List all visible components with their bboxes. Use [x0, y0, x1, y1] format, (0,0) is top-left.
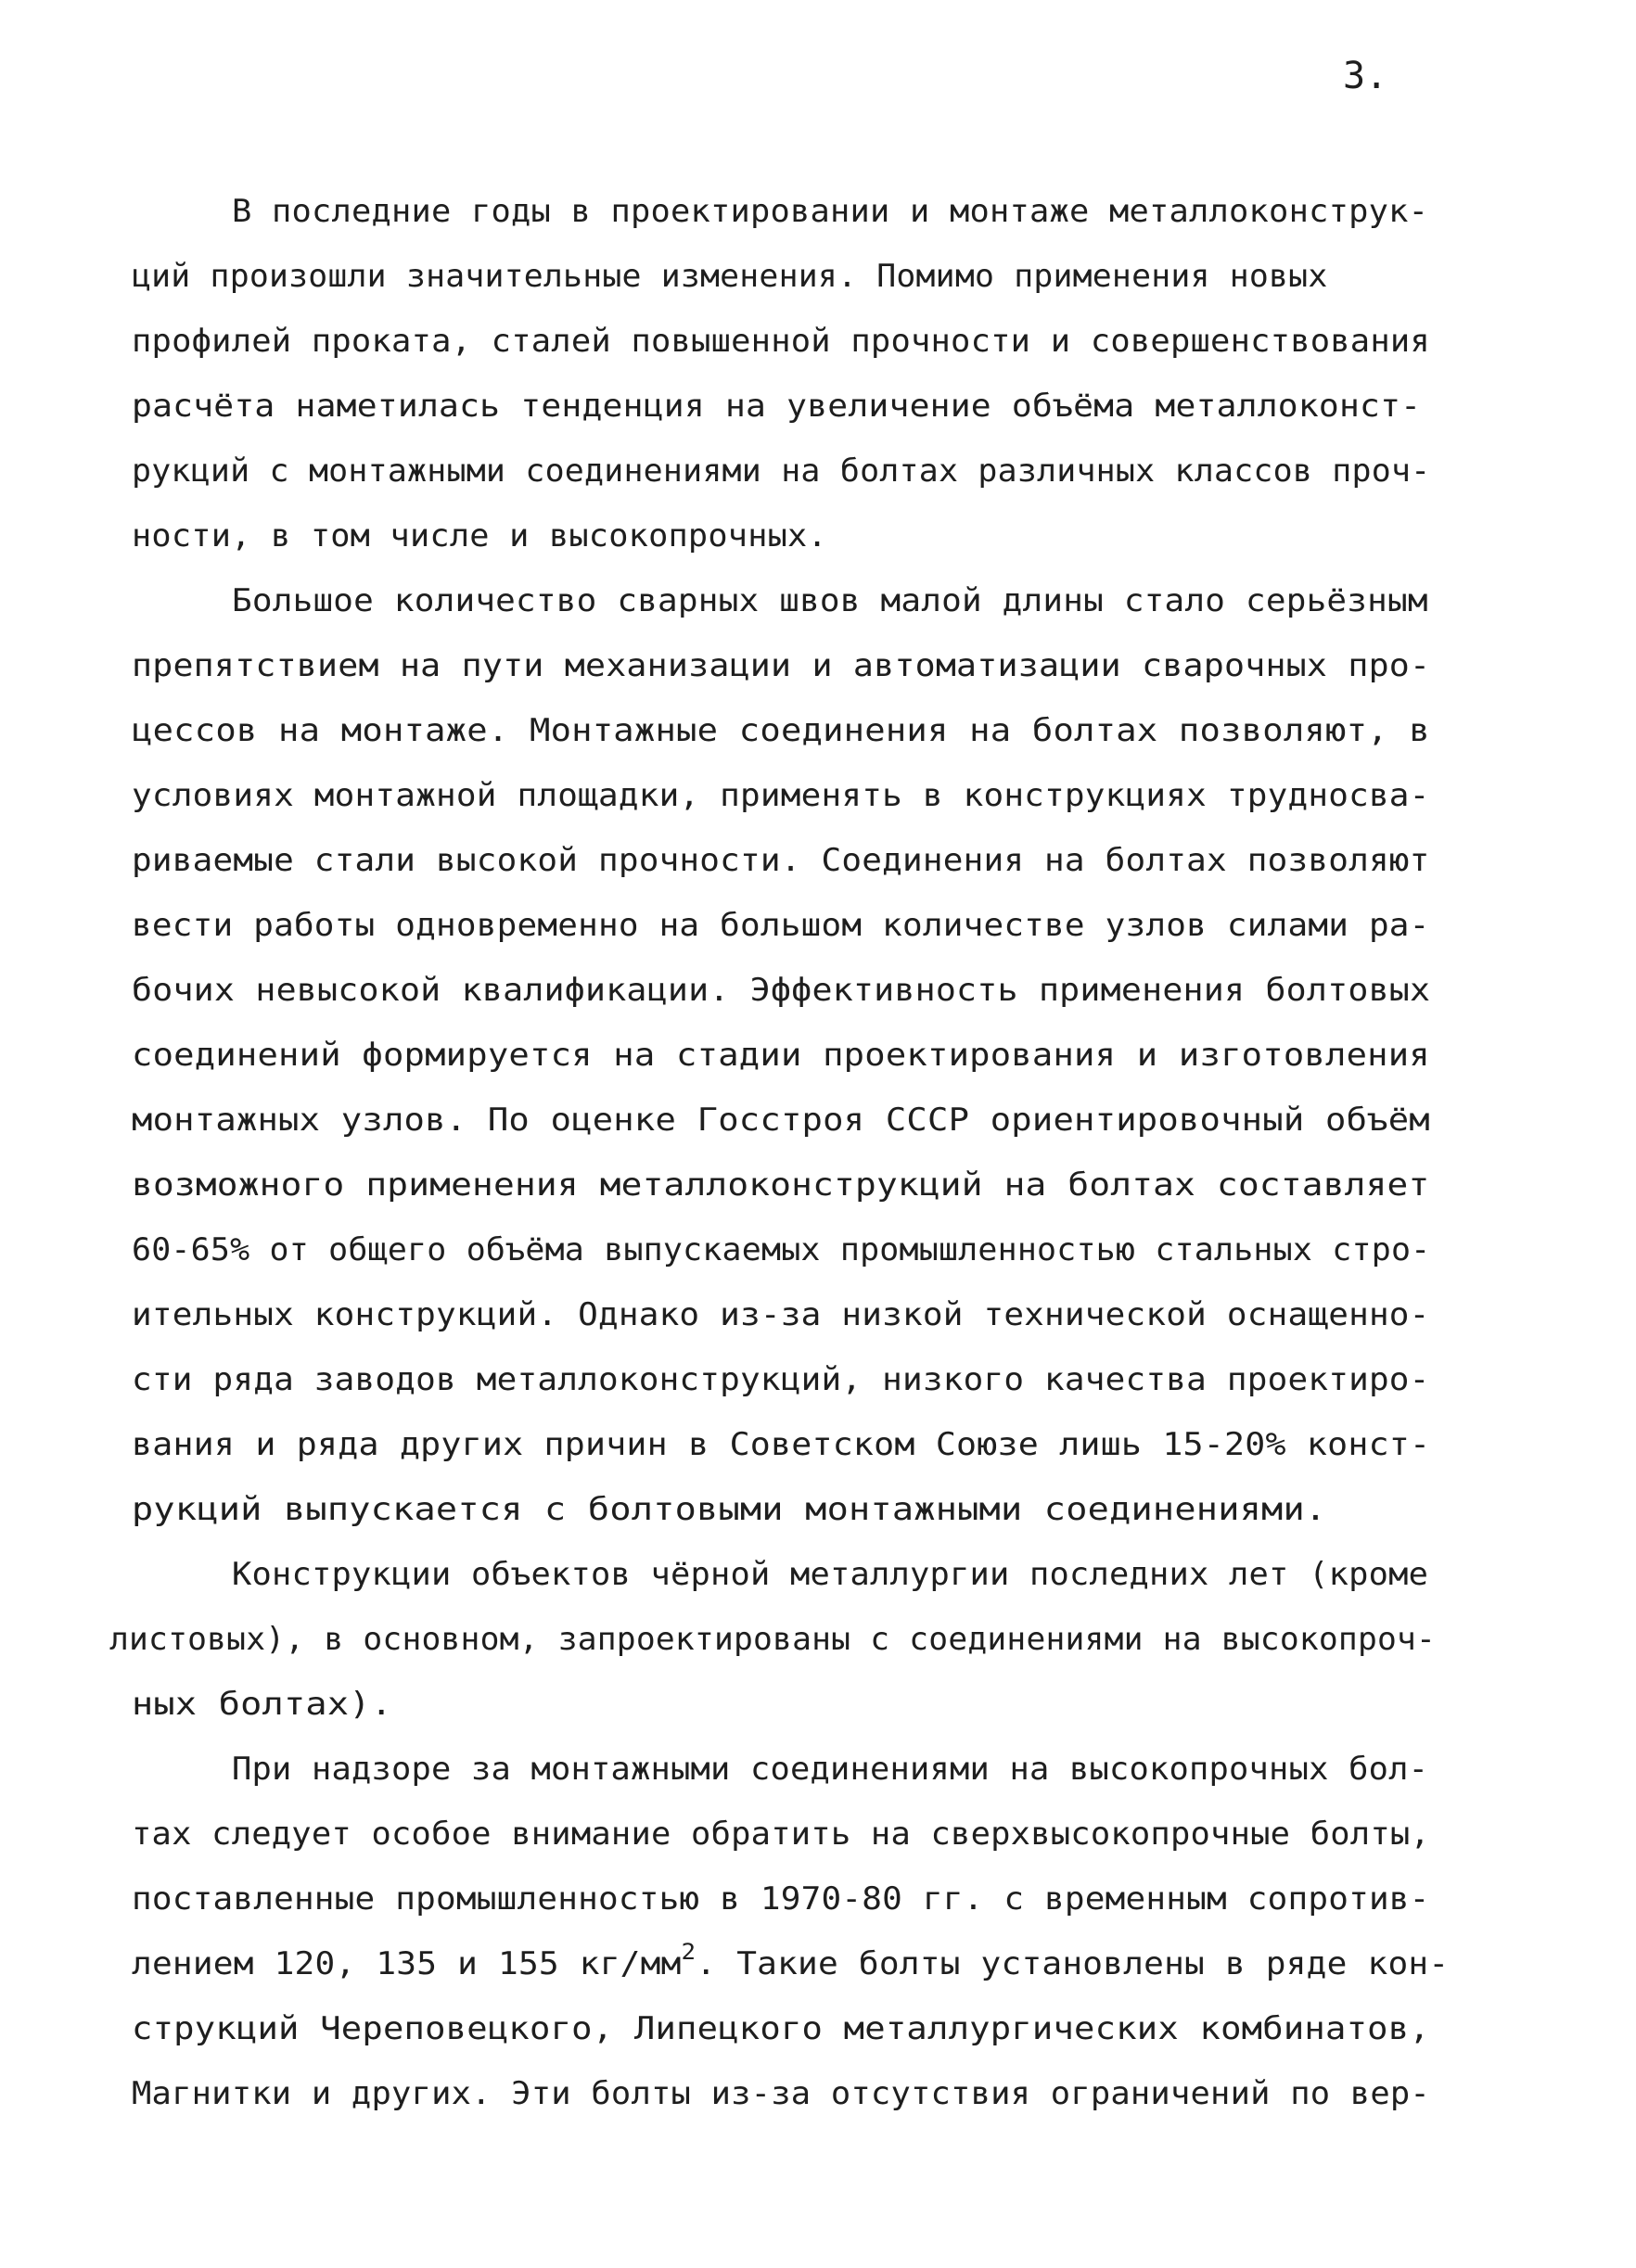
text-line: монтажных узлов. По оценке Госстроя СССР ориентировочный объём [132, 1102, 1430, 1138]
text-line: тах следует особое внимание обратить на сверхвысокопрочные болты, [132, 1816, 1430, 1852]
text-line: условиях монтажной площадки, применять в конструкциях трудносва- [132, 777, 1430, 813]
text-line: сти ряда заводов металлоконструкций, низкого качества проектиро- [132, 1361, 1430, 1397]
text-line: 60-65% от общего объёма выпускаемых промышленностью стальных стро- [132, 1231, 1431, 1268]
text-line: расчёта наметилась тенденция на увеличение объёма металлоконст- [132, 388, 1422, 424]
text-line: Магнитки и других. Эти болты из-за отсутствия ограничений по вер- [132, 2075, 1430, 2111]
text-line-with-superscript [132, 1939, 1450, 1988]
text-line: листовых), в основном, запроектированы с соединениями на высокопроч- [109, 1621, 1437, 1657]
text-line: бочих невысокой квалификации. Эффективность применения болтовых [132, 972, 1431, 1008]
text-line: рукций с монтажными соединениями на болтах различных классов проч- [132, 452, 1431, 489]
text-line: вести работы одновременно на большом количестве узлов силами ра- [132, 907, 1430, 943]
page-number: 3. [1343, 55, 1388, 97]
text-line: В последние годы в проектировании и монтаже металлоконструк- [232, 193, 1429, 229]
text-line: вания и ряда других причин в Советском Союзе лишь 15-20% конст- [132, 1426, 1431, 1462]
text-line: препятствием на пути механизации и автоматизации сварочных про- [132, 647, 1431, 683]
text-line: Большое количество сварных швов малой длины стало серьёзным [232, 582, 1428, 618]
text-line: соединений формируется на стадии проектирования и изготовления [132, 1037, 1430, 1073]
text-line: ности, в том числе и высокопрочных. [132, 517, 827, 554]
text-line: ительных конструкций. Однако из-за низкой технической оснащенно- [132, 1296, 1430, 1332]
text-line: цессов на монтаже. Монтажные соединения на болтах позволяют, в [132, 712, 1430, 748]
text-line: ных болтах). [132, 1686, 393, 1722]
text-line: профилей проката, сталей повышенной прочности и совершенствования [132, 323, 1430, 359]
text-line: При надзоре за монтажными соединениями на высокопрочных бол- [232, 1751, 1429, 1787]
text-segment: . Такие болты установлены в ряде кон- [696, 1945, 1450, 1981]
text-line: ций произошли значительные изменения. Помимо применения новых [132, 258, 1328, 294]
text-line: Конструкции объектов чёрной металлургии последних лет (кроме [232, 1556, 1429, 1592]
text-line: рукций выпускается с болтовыми монтажными соединениями. [132, 1491, 1327, 1527]
text-line: возможного применения металлоконструкций на болтах составляет [132, 1166, 1430, 1203]
text-line: поставленные промышленностью в 1970-80 гг. с временным сопротив- [132, 1880, 1430, 1917]
text-segment: лением 120, 135 и 155 кг/мм [132, 1945, 682, 1981]
superscript: 2 [681, 1939, 697, 1965]
text-line: риваемые стали высокой прочности. Соединения на болтах позволяют [132, 842, 1430, 878]
text-line: струкций Череповецкого, Липецкого металлургических комбинатов, [132, 2010, 1430, 2046]
